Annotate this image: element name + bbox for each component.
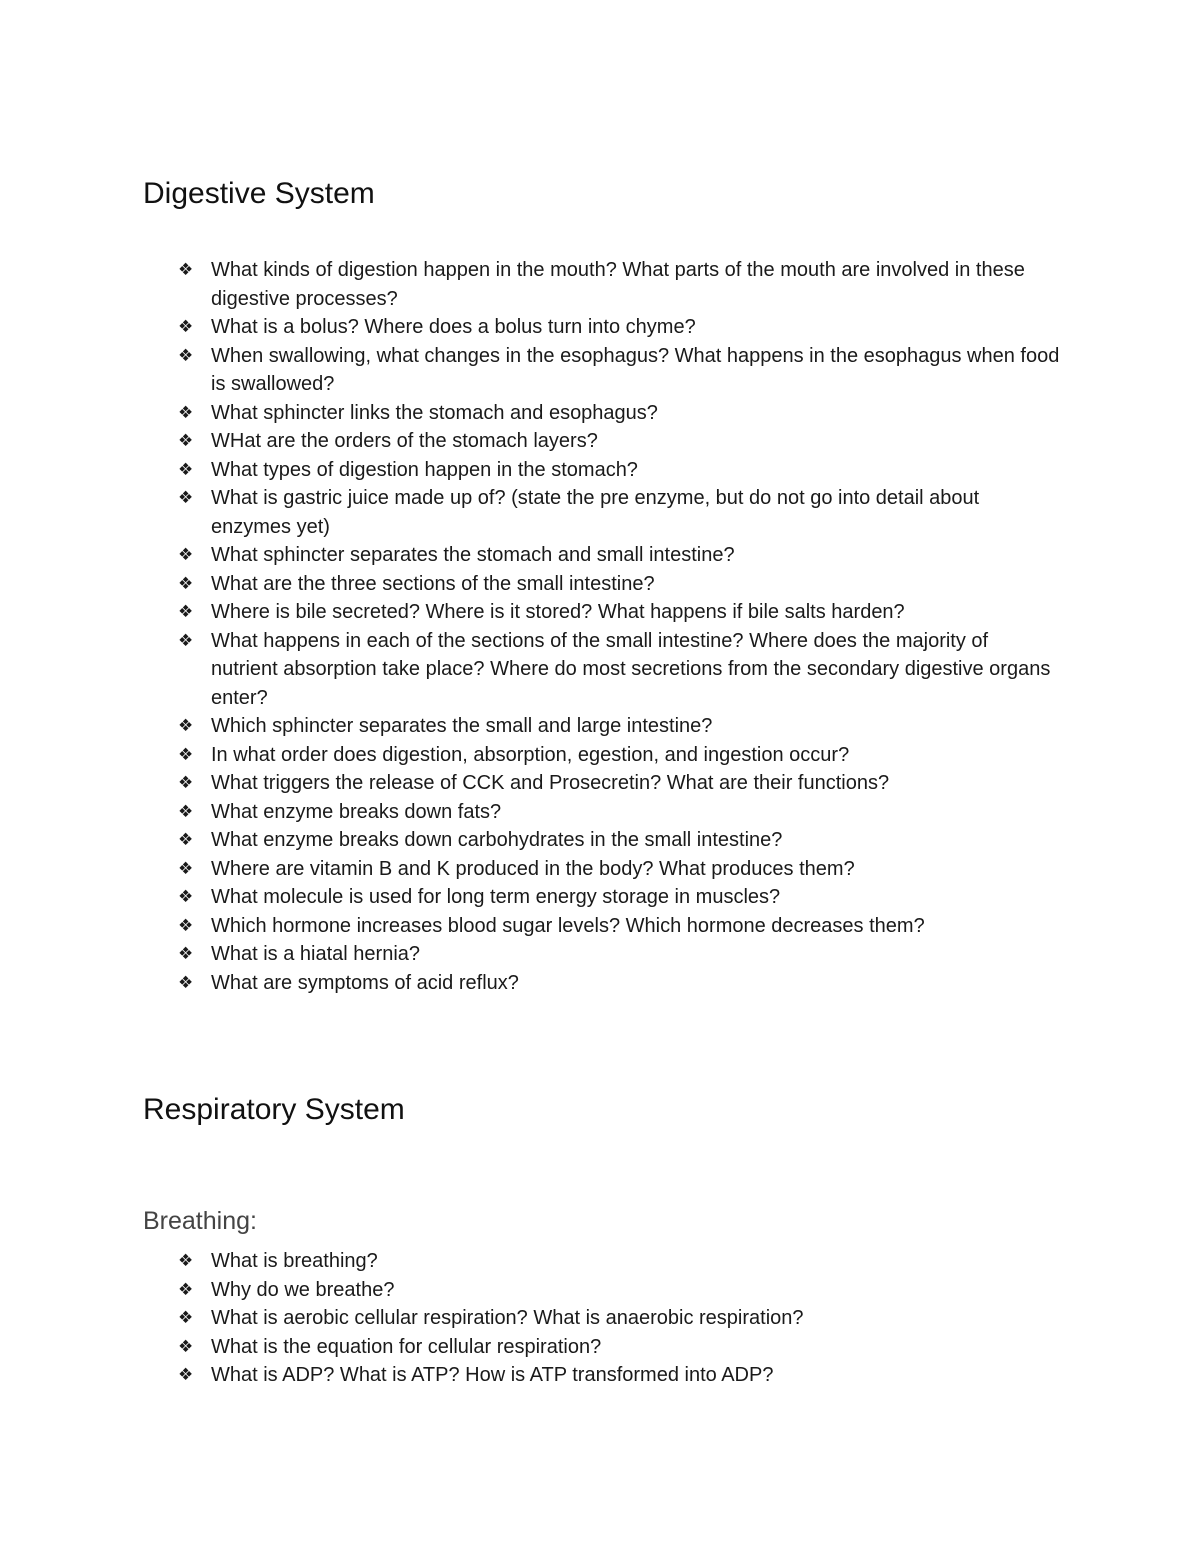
diamond-bullet-icon: ❖ — [178, 716, 194, 735]
list-item: ❖ What is a hiatal hernia? — [0, 940, 1200, 969]
list-item: ❖ What happens in each of the sections of the small intestine? Where does the majority of nutrient absorption take place? Where do most secretions from the secondary digestive organs enter? — [0, 627, 1200, 713]
diamond-bullet-icon: ❖ — [178, 260, 194, 279]
diamond-bullet-icon: ❖ — [178, 744, 194, 764]
diamond-bullet-icon: ❖ — [178, 345, 194, 365]
diamond-bullet-icon: ❖ — [178, 1365, 194, 1384]
list-item: ❖ What is a bolus? Where does a bolus turn into chyme? — [0, 313, 1200, 342]
diamond-bullet-icon: ❖ — [178, 431, 194, 450]
diamond-bullet-icon: ❖ — [178, 801, 194, 821]
diamond-bullet-icon: ❖ — [178, 944, 194, 963]
list-item: ❖ Which hormone increases blood sugar levels? Which hormone decreases them? — [0, 912, 1200, 941]
list-item: ❖ What enzyme breaks down carbohydrates in the small intestine? — [0, 826, 1200, 855]
list-item: ❖ Where is bile secreted? Where is it stored? What happens if bile salts harden? — [0, 598, 1200, 627]
list-item: ❖ What sphincter separates the stomach and small intestine? — [0, 541, 1200, 570]
diamond-bullet-icon: ❖ — [178, 1279, 194, 1299]
list-item: ❖ What molecule is used for long term energy storage in muscles? — [0, 883, 1200, 912]
list-item: ❖ WHat are the orders of the stomach layers? — [0, 427, 1200, 456]
section-title-digestive: Digestive System — [143, 177, 375, 210]
list-item: ❖ What is gastric juice made up of? (state the pre enzyme, but do not go into detail about enzymes yet) — [0, 484, 1200, 541]
diamond-bullet-icon: ❖ — [178, 459, 194, 479]
list-item: ❖ What enzyme breaks down fats? — [0, 798, 1200, 827]
list-item: ❖ What is breathing? — [0, 1247, 1200, 1276]
digestive-question-list — [0, 256, 1200, 997]
diamond-bullet-icon: ❖ — [178, 972, 194, 992]
list-item: ❖ When swallowing, what changes in the esophagus? What happens in the esophagus when food is swallowed? — [0, 342, 1200, 399]
diamond-bullet-icon: ❖ — [178, 1251, 194, 1270]
diamond-bullet-icon: ❖ — [178, 915, 194, 935]
list-item: ❖ Where are vitamin B and K produced in the body? What produces them? — [0, 855, 1200, 884]
diamond-bullet-icon: ❖ — [178, 488, 194, 507]
diamond-bullet-icon: ❖ — [178, 573, 194, 593]
diamond-bullet-icon: ❖ — [178, 1336, 194, 1356]
list-item: ❖ What are symptoms of acid reflux? — [0, 969, 1200, 998]
list-item: ❖ What are the three sections of the small intestine? — [0, 570, 1200, 599]
list-item: ❖ In what order does digestion, absorption, egestion, and ingestion occur? — [0, 741, 1200, 770]
list-item: ❖ What sphincter links the stomach and esophagus? — [0, 399, 1200, 428]
list-item: ❖ Which sphincter separates the small and large intestine? — [0, 712, 1200, 741]
diamond-bullet-icon: ❖ — [178, 887, 194, 906]
diamond-bullet-icon: ❖ — [178, 773, 194, 792]
diamond-bullet-icon: ❖ — [178, 602, 194, 621]
diamond-bullet-icon: ❖ — [178, 630, 194, 650]
diamond-bullet-icon: ❖ — [178, 830, 194, 849]
list-item: ❖ What is ADP? What is ATP? How is ATP transformed into ADP? — [0, 1361, 1200, 1390]
list-item: ❖ What is the equation for cellular respiration? — [0, 1333, 1200, 1362]
list-item: ❖ What kinds of digestion happen in the mouth? What parts of the mouth are involved in these digestive processes? — [0, 256, 1200, 313]
diamond-bullet-icon: ❖ — [178, 545, 194, 564]
diamond-bullet-icon: ❖ — [178, 317, 194, 336]
list-item: ❖ Why do we breathe? — [0, 1276, 1200, 1305]
list-item: ❖ What is aerobic cellular respiration? What is anaerobic respiration? — [0, 1304, 1200, 1333]
subsection-title-breathing: Breathing: — [143, 1207, 257, 1235]
list-item: ❖ What triggers the release of CCK and Prosecretin? What are their functions? — [0, 769, 1200, 798]
diamond-bullet-icon: ❖ — [178, 402, 194, 422]
list-item: ❖ What types of digestion happen in the stomach? — [0, 456, 1200, 485]
section-title-respiratory: Respiratory System — [143, 1093, 405, 1126]
breathing-question-list — [0, 1247, 1200, 1390]
diamond-bullet-icon: ❖ — [178, 858, 194, 878]
diamond-bullet-icon: ❖ — [178, 1308, 194, 1327]
